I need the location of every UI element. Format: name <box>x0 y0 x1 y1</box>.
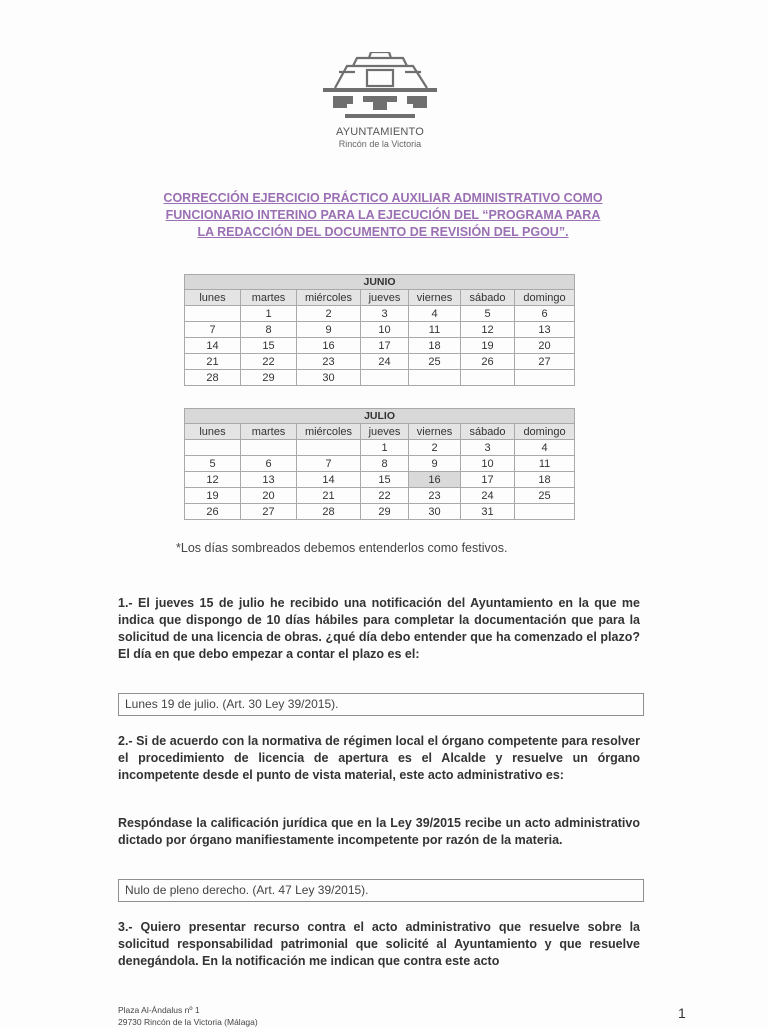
calendar-day: 10 <box>361 322 409 338</box>
calendar-day <box>515 504 575 520</box>
calendar-day: 6 <box>515 306 575 322</box>
calendar-day: 18 <box>409 338 461 354</box>
calendar-day: 26 <box>461 354 515 370</box>
footer-address <box>118 1004 258 1028</box>
calendar-day: 11 <box>409 322 461 338</box>
calendar-week-row <box>185 370 575 386</box>
calendar-day: 6 <box>241 456 297 472</box>
town-hall-emblem-icon <box>315 52 445 124</box>
calendar-day: 16 <box>409 472 461 488</box>
calendar-week-row <box>185 504 575 520</box>
calendar-week-row <box>185 322 575 338</box>
month-label: JUNIO <box>185 275 575 290</box>
calendar-day: 3 <box>461 440 515 456</box>
calendar-day: 29 <box>361 504 409 520</box>
calendar-day: 30 <box>409 504 461 520</box>
weekday-label: martes <box>241 424 297 440</box>
calendar-day: 21 <box>185 354 241 370</box>
weekday-label: viernes <box>409 424 461 440</box>
calendar-day: 30 <box>297 370 361 386</box>
calendar-day: 21 <box>297 488 361 504</box>
document-title <box>118 190 648 241</box>
calendar-day: 8 <box>241 322 297 338</box>
calendar-day: 25 <box>515 488 575 504</box>
town-name: AYUNTAMIENTO <box>336 126 424 138</box>
calendar-day: 31 <box>461 504 515 520</box>
town-subname: Rincón de la Victoria <box>338 139 422 149</box>
page-number: 1 <box>678 1005 686 1021</box>
calendar-day: 7 <box>297 456 361 472</box>
calendar-day: 11 <box>515 456 575 472</box>
calendar-day: 27 <box>241 504 297 520</box>
question-2-clarification: Respóndase la calificación jurídica que en la Ley 39/2015 recibe un acto administrativo dictado por órgano manifiestamente incompetente por razón de la materia. <box>118 816 640 847</box>
calendar-day: 27 <box>515 354 575 370</box>
header-logo <box>310 52 450 149</box>
calendar-day: 28 <box>297 504 361 520</box>
calendar-day: 17 <box>361 338 409 354</box>
calendar-day: 8 <box>361 456 409 472</box>
calendar-day: 29 <box>241 370 297 386</box>
calendar-day <box>297 440 361 456</box>
calendar-week-row <box>185 338 575 354</box>
calendar-day: 10 <box>461 456 515 472</box>
calendar-week-row <box>185 440 575 456</box>
calendar-week-row <box>185 354 575 370</box>
address-line: 29730 Rincón de la Victoria (Málaga) <box>118 1017 258 1027</box>
question-3: 3.- Quiero presentar recurso contra el acto administrativo que resuelve sobre la solicitud responsabilidad patrimonial que solicité al Ayuntamiento y que resuelve denegándola. En la notificación me indican que contra este acto <box>118 920 640 968</box>
weekday-label: lunes <box>185 290 241 306</box>
weekday-label: viernes <box>409 290 461 306</box>
calendar-day <box>515 370 575 386</box>
calendar-day: 9 <box>297 322 361 338</box>
calendar-day <box>461 370 515 386</box>
calendar-day: 17 <box>461 472 515 488</box>
calendar-day: 22 <box>241 354 297 370</box>
weekday-label: lunes <box>185 424 241 440</box>
calendar-day: 24 <box>461 488 515 504</box>
calendar-day: 23 <box>409 488 461 504</box>
calendar-week-row <box>185 488 575 504</box>
calendar-day: 22 <box>361 488 409 504</box>
calendar-day: 14 <box>185 338 241 354</box>
calendar-day: 26 <box>185 504 241 520</box>
calendar-day: 28 <box>185 370 241 386</box>
calendar-day <box>185 440 241 456</box>
calendar-day <box>241 440 297 456</box>
calendar-day: 7 <box>185 322 241 338</box>
calendar-day: 1 <box>361 440 409 456</box>
calendar-day: 4 <box>515 440 575 456</box>
weekday-label: sábado <box>461 424 515 440</box>
calendar-day: 3 <box>361 306 409 322</box>
title-line: FUNCIONARIO INTERINO PARA LA EJECUCIÓN DEL “PROGRAMA PARA <box>165 208 601 222</box>
calendar-week-row <box>185 472 575 488</box>
title-line: LA REDACCIÓN DEL DOCUMENTO DE REVISIÓN DEL PGOU”. <box>197 225 569 239</box>
weekday-label: sábado <box>461 290 515 306</box>
weekday-label: miércoles <box>297 290 361 306</box>
calendar-day: 20 <box>515 338 575 354</box>
calendar-day: 18 <box>515 472 575 488</box>
calendar-day: 19 <box>461 338 515 354</box>
calendar-day <box>185 306 241 322</box>
weekday-label: jueves <box>361 290 409 306</box>
calendar-day: 9 <box>409 456 461 472</box>
calendar-day: 1 <box>241 306 297 322</box>
calendar-day: 24 <box>361 354 409 370</box>
calendar-day: 15 <box>241 338 297 354</box>
holiday-note: *Los días sombreados debemos entenderlos como festivos. <box>176 541 508 555</box>
weekday-label: domingo <box>515 424 575 440</box>
calendar-day: 19 <box>185 488 241 504</box>
calendar-day: 13 <box>515 322 575 338</box>
calendar-day: 15 <box>361 472 409 488</box>
weekday-header-row <box>185 290 575 306</box>
calendar-week-row <box>185 456 575 472</box>
address-line: Plaza Al-Ándalus nº 1 <box>118 1005 200 1015</box>
answer-2: Nulo de pleno derecho. (Art. 47 Ley 39/2015). <box>118 879 644 902</box>
calendar-day: 12 <box>185 472 241 488</box>
calendar-day: 13 <box>241 472 297 488</box>
calendar-day: 23 <box>297 354 361 370</box>
question-2: 2.- Si de acuerdo con la normativa de régimen local el órgano competente para resolver el procedimiento de licencia de apertura es el Alcalde y resuelve un órgano incompetente desde el punto de vista material, este acto administrativo es: <box>118 734 640 782</box>
weekday-label: domingo <box>515 290 575 306</box>
calendar-july <box>184 408 575 520</box>
calendar-day: 5 <box>185 456 241 472</box>
calendar-week-row <box>185 306 575 322</box>
title-line: CORRECCIÓN EJERCICIO PRÁCTICO AUXILIAR ADMINISTRATIVO COMO <box>163 191 603 205</box>
calendar-day <box>409 370 461 386</box>
month-label: JULIO <box>185 409 575 424</box>
calendar-day: 12 <box>461 322 515 338</box>
question-1: 1.- El jueves 15 de julio he recibido una notificación del Ayuntamiento en la que me indica que dispongo de 10 días hábiles para completar la documentación que para la solicitud de una licencia de obras. ¿qué día debo entender que ha comenzado el plazo? El día en que debo empezar a contar el plazo es el: <box>118 596 640 661</box>
calendar-day <box>361 370 409 386</box>
calendar-day: 25 <box>409 354 461 370</box>
calendar-day: 4 <box>409 306 461 322</box>
calendar-june <box>184 274 575 386</box>
calendar-day: 20 <box>241 488 297 504</box>
weekday-header-row <box>185 424 575 440</box>
weekday-label: jueves <box>361 424 409 440</box>
calendar-day: 2 <box>297 306 361 322</box>
calendar-day: 14 <box>297 472 361 488</box>
answer-1: Lunes 19 de julio. (Art. 30 Ley 39/2015). <box>118 693 644 716</box>
calendar-day: 5 <box>461 306 515 322</box>
weekday-label: martes <box>241 290 297 306</box>
calendar-day: 2 <box>409 440 461 456</box>
calendar-day: 16 <box>297 338 361 354</box>
weekday-label: miércoles <box>297 424 361 440</box>
